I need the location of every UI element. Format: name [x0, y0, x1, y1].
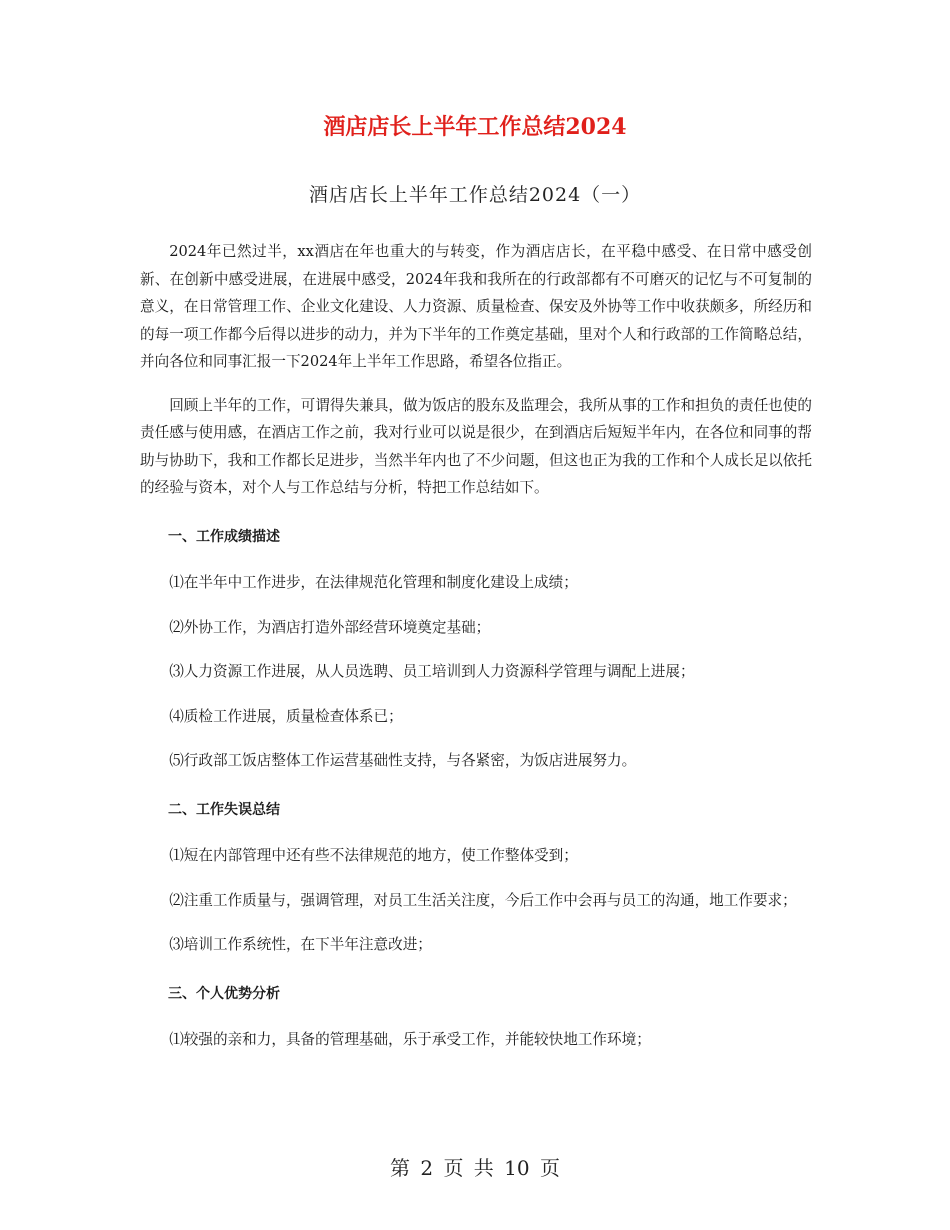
section-heading: 二、工作失误总结: [168, 801, 280, 818]
list-item: ⑴较强的亲和力，具备的管理基础，乐于承受工作，并能较快地工作环境；: [169, 1031, 651, 1048]
list-item: ⑷质检工作进展，质量检查体系已；: [169, 707, 403, 725]
list-item: ⑵注重工作质量与，强调管理，对员工生活关注度，今后工作中会再与员工的沟通，地工作要求；: [169, 891, 797, 909]
list-item: ⑸行政部工饭店整体工作运营基础性支持，与各紧密，为饭店进展努力。: [169, 752, 637, 769]
document-subtitle: 酒店店长上半年工作总结2024（一）: [308, 184, 642, 206]
page-number-footer: 第 2 页 共 10 页: [390, 1156, 560, 1180]
list-item: ⑵外协工作，为酒店打造外部经营环境奠定基础；: [169, 618, 491, 636]
body-paragraph: 回顾上半年的工作，可谓得失兼具，做为饭店的股东及监理会，我所从事的工作和担负的责任也使的责任感与使用感，在酒店工作之前，我对行业可以说是很少，在到酒店后短短半年内，在各位和同事的帮助与协助下，我和工作都长足进步，当然半年内也了不少问题，但这也正为我的工作和个人成长足以依托的经验与资本，对个人与工作总结与分析，特把工作总结如下。: [140, 396, 812, 496]
list-item: ⑴短在内部管理中还有些不法律规范的地方，使工作整体受到；: [169, 847, 578, 864]
section-heading: 一、工作成绩描述: [168, 528, 280, 545]
list-item: ⑴在半年中工作进步，在法律规范化管理和制度化建设上成绩；: [169, 574, 578, 591]
list-item: ⑶培训工作系统性，在下半年注意改进；: [169, 936, 432, 953]
section-heading: 三、个人优势分析: [168, 985, 280, 1002]
document-body: [140, 238, 812, 1054]
body-paragraph: 2024年已然过半，xx酒店在年也重大的与转变，作为酒店店长，在平稳中感受、在日常中感受创新、在创新中感受进展，在进展中感受，2024年我和我所在的行政部都有不可磨灭的记忆与不可复制的意义，在日常管理工作、企业文化建设、人力资源、质量检查、保安及外协等工作中收获颇多，所经历和的每一项工作都今后得以进步的动力，并为下半年的工作奠定基础，里对个人和行政部的工作简略总结，并向各位和同事汇报一下2024年上半年工作思路，希望各位指正。: [140, 243, 812, 370]
list-item: ⑶人力资源工作进展，从人员选聘、员工培训到人力资源科学管理与调配上进展；: [169, 663, 695, 680]
document-title: 酒店店长上半年工作总结2024: [323, 114, 627, 140]
